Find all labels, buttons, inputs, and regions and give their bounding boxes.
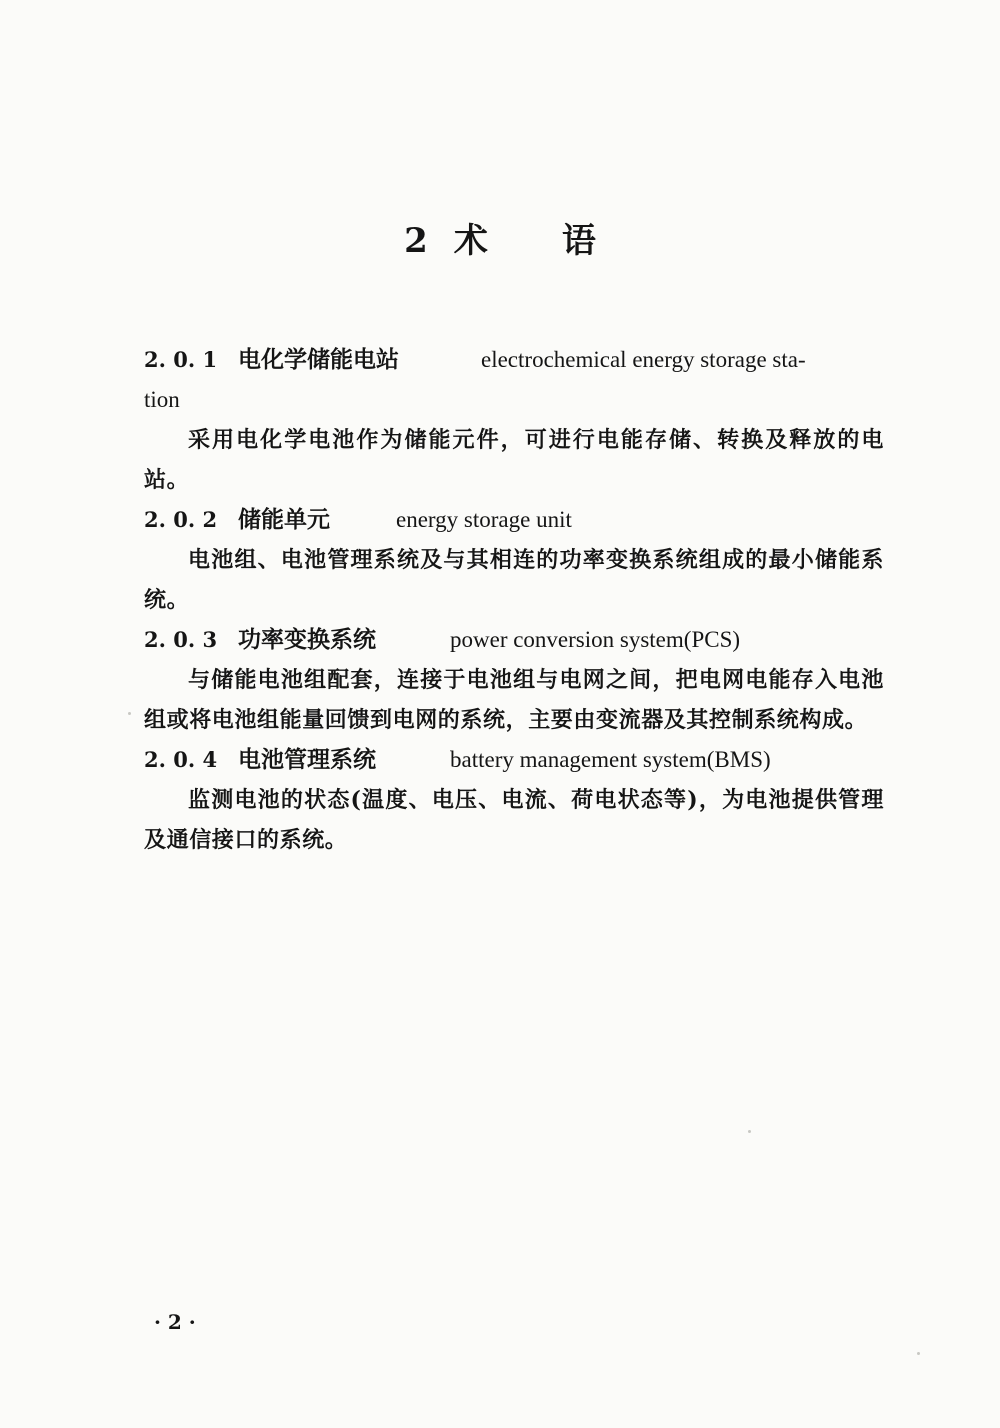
chapter-title-char-2: 语 [561,221,596,261]
term-name-zh: 电池管理系统 [238,746,376,773]
term-definition: 采用电化学电池作为储能元件，可进行电能存储、转换及释放的电站。 [144,427,884,493]
term-name-en: power conversion system(PCS) [450,627,741,652]
term-code: 2. 0. 3 [144,627,218,652]
page-number: · 2 · [154,1310,196,1334]
term-heading [144,500,884,540]
terms-list [144,340,884,860]
term-name-en-continued: tion [144,387,180,412]
term-heading [144,740,884,780]
chapter-title [0,218,1000,264]
term-name-zh: 功率变换系统 [238,626,376,653]
term-name-en: battery management system(BMS) [450,747,771,772]
term-name-en: electrochemical energy storage sta- [481,347,806,372]
term-entry [144,500,884,620]
term-entry [144,340,884,500]
chapter-title-char-1: 术 [453,221,488,261]
scan-speck [748,1130,751,1133]
term-definition: 监测电池的状态(温度、电压、电流、荷电状态等)，为电池提供管理及通信接口的系统。 [144,787,884,853]
term-entry [144,620,884,740]
term-name-zh: 电化学储能电站 [238,346,399,373]
term-name-en: energy storage unit [396,507,572,532]
term-heading [144,340,884,380]
term-code: 2. 0. 2 [144,507,218,532]
scan-speck [128,712,131,715]
term-code: 2. 0. 1 [144,347,218,372]
term-code: 2. 0. 4 [144,747,218,772]
term-definition: 电池组、电池管理系统及与其相连的功率变换系统组成的最小储能系统。 [144,547,884,613]
term-definition: 与储能电池组配套，连接于电池组与电网之间，把电网电能存入电池组或将电池组能量回馈到电网的系统，主要由变流器及其控制系统构成。 [144,667,884,733]
scan-speck [917,1352,920,1355]
term-name-zh: 储能单元 [238,506,330,533]
chapter-number: 2 [404,221,428,261]
term-entry [144,740,884,860]
term-heading [144,620,884,660]
